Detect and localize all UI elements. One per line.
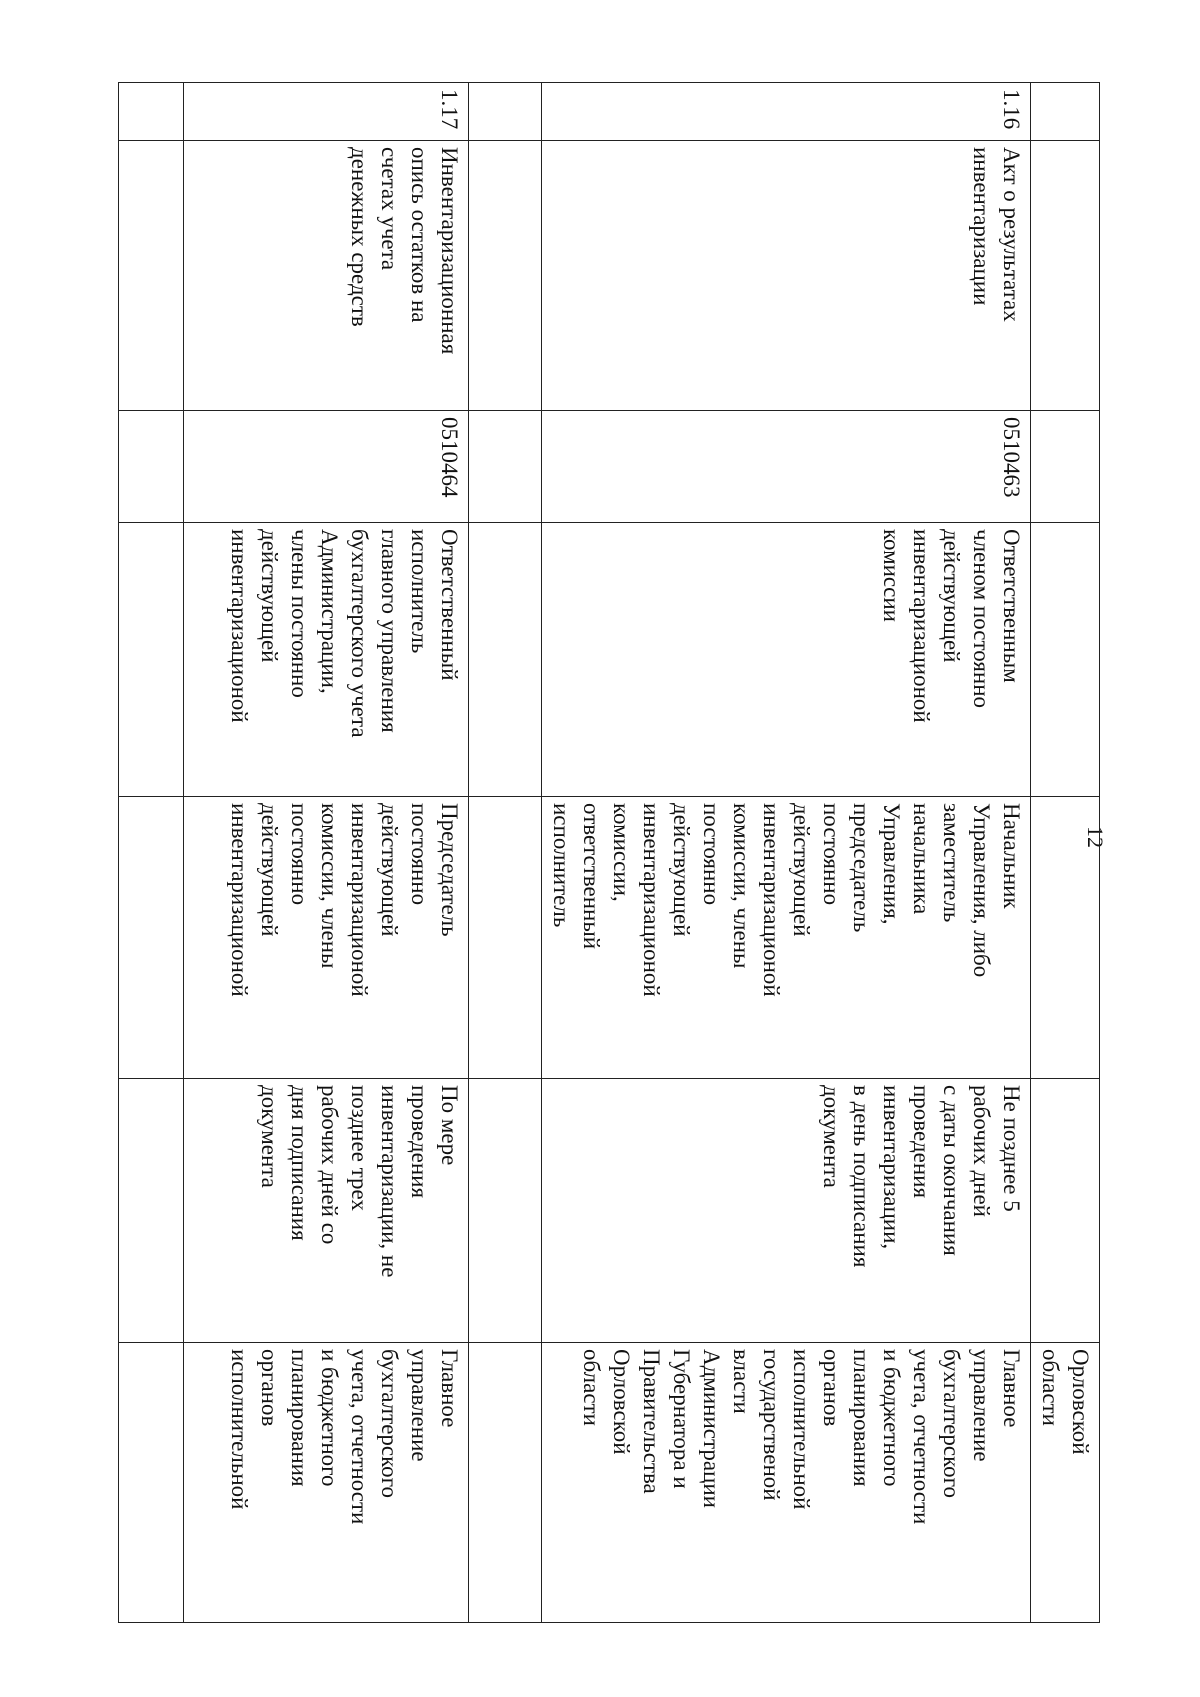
- cell-document-name: [469, 141, 542, 411]
- cell-signer: [119, 797, 184, 1079]
- cell-document-name: [1031, 141, 1100, 411]
- cell-document-name: [119, 141, 184, 411]
- cell-form-code: [469, 411, 542, 523]
- table-row: [1031, 83, 1100, 1623]
- cell-deadline: [119, 1079, 184, 1343]
- page-number: 12: [1083, 826, 1108, 848]
- cell-recipient: [469, 1343, 542, 1623]
- cell-compiler: Ответственным членом постоянно действующей инвентаризационой комиссии: [542, 523, 1031, 797]
- cell-deadline: [469, 1079, 542, 1343]
- cell-signer: [469, 797, 542, 1079]
- cell-number: [119, 83, 184, 141]
- cell-number: [469, 83, 542, 141]
- table-row: [119, 83, 184, 1623]
- cell-form-code: 0510463: [542, 411, 1031, 523]
- cell-compiler: [1031, 523, 1100, 797]
- cell-deadline: [1031, 1079, 1100, 1343]
- cell-form-code: [1031, 411, 1100, 523]
- cell-recipient: Орловской области: [1031, 1343, 1100, 1623]
- cell-number: [1031, 83, 1100, 141]
- cell-form-code: 0510464: [184, 411, 469, 523]
- cell-compiler: [469, 523, 542, 797]
- cell-signer: [1031, 797, 1100, 1079]
- cell-deadline: Не позднее 5 рабочих дней с даты окончания проведения инвентаризации, в день подписания документа: [542, 1079, 1031, 1343]
- cell-document-name: Инвентаризационная опись остатков на счетах учета денежных средств: [184, 141, 469, 411]
- cell-number: 1.17: [184, 83, 469, 141]
- cell-number: 1.16: [542, 83, 1031, 141]
- document-table: [118, 82, 1100, 1623]
- cell-form-code: [119, 411, 184, 523]
- cell-recipient: Главное управление бухгалтерского учета, отчетности и бюджетного планирования органов исполнительной: [184, 1343, 469, 1623]
- table-row: [542, 83, 1031, 1623]
- cell-recipient: Главное управление бухгалтерского учета, отчетности и бюджетного планирования органов исполнительной государственой власти Администрации Губернатора и Правительства Орловской области: [542, 1343, 1031, 1623]
- cell-compiler: Ответственный исполнитель главного управления бухгалтерского учета Администрации, члены постоянно действующей инвентаризационой: [184, 523, 469, 797]
- cell-signer: Начальник Управления, либо заместитель начальника Управления, председатель постоянно действующей инвентаризационой комиссии, члены постоянно действующей инвентаризационой комиссии, ответственный исполнитель: [542, 797, 1031, 1079]
- table-row: [184, 83, 469, 1623]
- cell-signer: Председатель постоянно действующей инвентаризационой комиссии, члены постоянно действующей инвентаризационой: [184, 797, 469, 1079]
- cell-deadline: По мере проведения инвентаризации, не позднее трех рабочих дней со дня подписания документа: [184, 1079, 469, 1343]
- rotated-document: [100, 82, 1100, 1622]
- table-row: [469, 83, 542, 1623]
- cell-document-name: Акт о результатах инвентаризации: [542, 141, 1031, 411]
- cell-recipient: [119, 1343, 184, 1623]
- cell-compiler: [119, 523, 184, 797]
